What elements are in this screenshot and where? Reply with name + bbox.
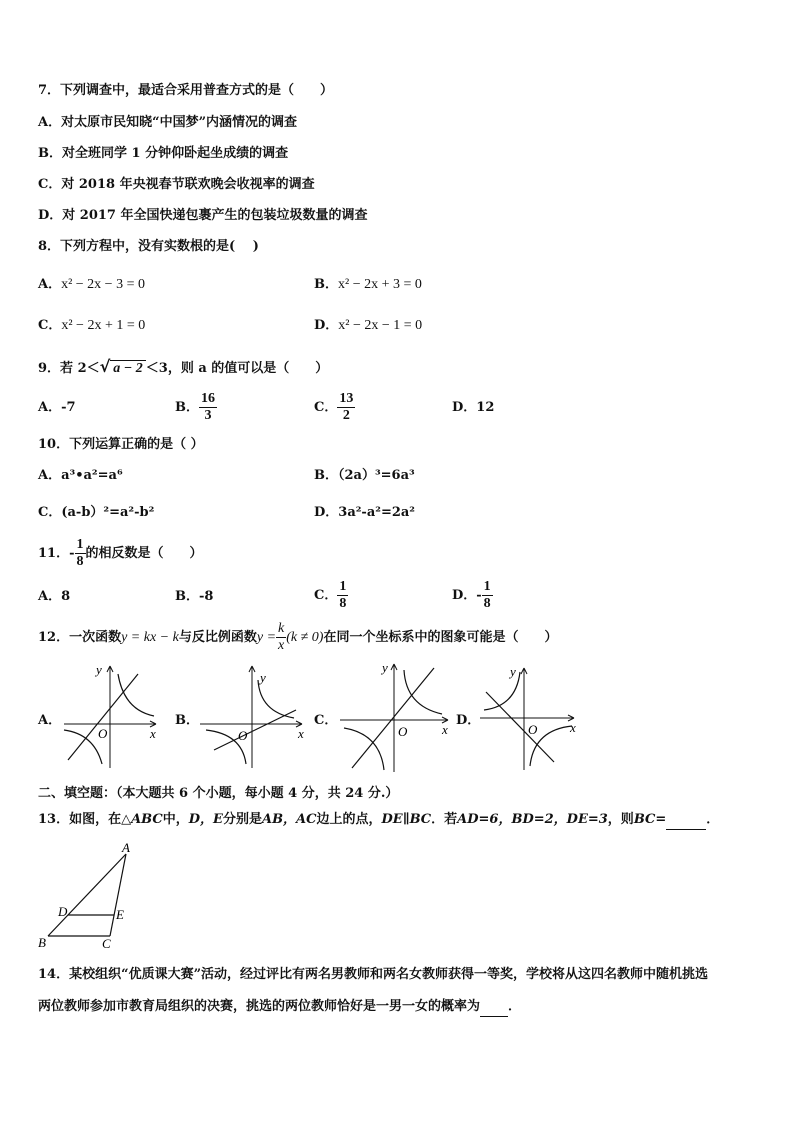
q13-pre: 13．如图，在 xyxy=(38,812,122,827)
q13-mid5: ，则 xyxy=(607,812,634,827)
q12-fraction xyxy=(276,621,286,654)
linear-function-line xyxy=(68,674,138,760)
q8-option-d xyxy=(314,317,422,335)
q13-mid1: 中， xyxy=(162,812,189,827)
q8-a-eq: x² − 2x − 3 = 0 xyxy=(61,277,145,292)
q9-c-numerator: 13 xyxy=(339,391,354,406)
q9-b-label: B． xyxy=(175,400,199,415)
q8-option-a xyxy=(38,276,145,294)
section-heading: 二、填空题：（本大题共 6 个小题，每小题 4 分，共 24 分.） xyxy=(38,786,399,801)
q8-a-label: A． xyxy=(38,277,62,292)
q9-b-denominator: 3 xyxy=(204,408,212,423)
q7-option-d: D．对 2017 年全国快递包裹产生的包装垃圾数量的调查 xyxy=(38,208,368,223)
q14-line1: 14．某校组织“优质课大赛”活动，经过评比有两名男教师和两名女教师获得一等奖，学校将从这四名教师中随机挑选 xyxy=(38,967,709,982)
q12-graph-c xyxy=(336,660,454,774)
q10-option-a: A．a³•a²=a⁶ xyxy=(38,468,123,483)
q12-yeq: y = xyxy=(256,630,277,645)
origin-label: O xyxy=(528,722,538,737)
q11-option-a: A．8 xyxy=(38,589,71,604)
q9-stem xyxy=(38,356,328,380)
q9-stem-post: ＜3，则 a 的值可以是（ ） xyxy=(145,361,329,376)
q9-option-d: D．12 xyxy=(452,400,495,415)
x-axis-label: x xyxy=(298,726,304,741)
q8-b-label: B． xyxy=(314,277,338,292)
q9-option-b xyxy=(175,390,217,426)
q13-triangle: △ABC xyxy=(121,812,163,827)
hyperbola-branch-q3 xyxy=(64,730,102,764)
q11-c-label: C． xyxy=(314,588,338,603)
q9-c-fraction xyxy=(337,391,355,424)
q14-line2 xyxy=(38,998,521,1017)
linear-function-line xyxy=(352,668,434,768)
q11-option-d xyxy=(452,578,493,614)
origin-label: O xyxy=(238,728,248,743)
q11-stem xyxy=(38,536,203,572)
x-axis-label: x xyxy=(570,720,576,735)
q8-d-eq: x² − 2x − 1 = 0 xyxy=(338,318,423,333)
q13-mid4: ．若 xyxy=(431,812,458,827)
q11-d-denominator: 8 xyxy=(483,596,491,611)
q11-c-numerator: 1 xyxy=(339,579,347,594)
x-axis-label: x xyxy=(442,722,448,737)
side-ac xyxy=(110,854,126,936)
vertex-c-label: C xyxy=(102,936,111,950)
q12-option-c-label: C． xyxy=(314,713,338,728)
q13-mid2: 分别是 xyxy=(222,812,262,827)
point-d-label: D xyxy=(58,904,68,919)
q14-answer-blank[interactable] xyxy=(480,998,508,1017)
q8-option-b xyxy=(314,276,422,294)
q13-answer-blank[interactable] xyxy=(666,811,706,830)
q9-b-numerator: 16 xyxy=(201,391,215,406)
q14-end: ． xyxy=(508,999,522,1014)
vertex-a-label: A xyxy=(122,840,130,855)
y-axis-label: y xyxy=(96,662,102,677)
x-axis-label: x xyxy=(150,726,156,741)
q9-option-a: A．-7 xyxy=(38,400,76,415)
q10-option-d: D．3a²-a²=2a² xyxy=(314,505,416,520)
point-e-label: E xyxy=(116,907,124,922)
origin-label: O xyxy=(98,726,108,741)
q13-points-de: D，E xyxy=(188,812,223,827)
q10-stem: 10．下列运算正确的是（ ） xyxy=(38,437,204,452)
q13-mid3: 边上的点， xyxy=(316,812,382,827)
hyperbola-branch-q1 xyxy=(118,674,154,716)
q13-sides: AB，AC xyxy=(261,812,317,827)
q11-option-c xyxy=(314,578,348,614)
q11-fraction xyxy=(75,537,86,570)
q8-b-eq: x² − 2x + 3 = 0 xyxy=(338,277,422,292)
q7-stem: 7．下列调查中，最适合采用普查方式的是（ ） xyxy=(38,83,334,98)
linear-function-line xyxy=(486,692,554,762)
q12-linear: y = kx − k xyxy=(121,630,179,645)
q7-option-b: B．对全班同学 1 分钟仰卧起坐成绩的调查 xyxy=(38,146,289,161)
y-axis-label: y xyxy=(260,670,266,685)
q12-stem xyxy=(38,620,558,656)
q8-c-eq: x² − 2x + 1 = 0 xyxy=(61,318,146,333)
sqrt-sign-icon: √ xyxy=(99,357,111,376)
q11-c-denominator: 8 xyxy=(339,596,347,611)
q7-option-c: C．对 2018 年央视春节联欢晚会收视率的调查 xyxy=(38,177,315,192)
y-axis-label: y xyxy=(382,660,388,675)
q9-c-denominator: 2 xyxy=(342,408,350,423)
q11-prefix: 11．- xyxy=(38,546,75,561)
q13-parallel: DE∥BC xyxy=(381,812,432,827)
q8-stem: 8．下列方程中，没有实数根的是( ) xyxy=(38,239,259,254)
q12-graph-a xyxy=(58,660,166,770)
q12-graph-d xyxy=(476,662,584,774)
q11-d-label: D．- xyxy=(452,588,482,603)
q13-triangle-figure xyxy=(34,838,144,950)
q12-post: 在同一个坐标系中的图象可能是（ ） xyxy=(323,630,558,645)
hyperbola-branch-q1 xyxy=(258,680,294,718)
q9-stem-pre: 9．若 2＜ xyxy=(38,361,100,376)
q13-end: ． xyxy=(706,812,720,827)
vertex-b-label: B xyxy=(38,935,46,950)
q9-b-fraction xyxy=(199,391,217,424)
linear-function-line xyxy=(214,710,296,750)
q7-option-a: A．对太原市民知晓“中国梦”内涵情况的调查 xyxy=(38,115,298,130)
q12-pre: 12．一次函数 xyxy=(38,630,122,645)
q10-option-b: B．（2a）³=6a³ xyxy=(314,468,415,483)
q9-option-c xyxy=(314,390,355,426)
hyperbola-branch-q3 xyxy=(344,728,384,770)
q11-d-numerator: 1 xyxy=(483,579,491,594)
q12-option-d-label: D． xyxy=(456,713,481,728)
q14-line2-text: 两位教师参加市教育局组织的决赛，挑选的两位教师恰好是一男一女的概率为 xyxy=(38,999,481,1014)
q11-stem-post: 的相反数是（ ） xyxy=(85,546,203,561)
q11-d-fraction xyxy=(482,579,493,612)
origin-label: O xyxy=(398,724,408,739)
q11-denominator: 8 xyxy=(76,554,84,569)
side-ab xyxy=(48,854,126,936)
q12-numerator: k xyxy=(278,621,285,636)
q12-cond: (k ≠ 0) xyxy=(286,630,324,645)
q13-stem xyxy=(38,811,719,830)
q13-ask: BC= xyxy=(633,812,667,827)
q9-c-label: C． xyxy=(314,400,338,415)
q8-option-c xyxy=(38,317,145,335)
q11-numerator: 1 xyxy=(76,537,84,552)
q8-d-label: D． xyxy=(314,318,339,333)
q12-option-b-label: B． xyxy=(175,713,199,728)
q8-c-label: C． xyxy=(38,318,62,333)
y-axis-label: y xyxy=(510,664,516,679)
q9-radicand: a − 2 xyxy=(110,360,145,377)
q12-graph-b xyxy=(196,660,308,770)
q11-c-fraction xyxy=(337,579,348,612)
q12-option-a-label: A． xyxy=(38,713,62,728)
q12-mid: 与反比例函数 xyxy=(178,630,257,645)
q11-option-b: B．-8 xyxy=(175,589,214,604)
q10-option-c: C．(a-b）²=a²-b² xyxy=(38,505,155,520)
q13-given: AD=6，BD=2，DE=3 xyxy=(457,812,608,827)
q12-denominator: x xyxy=(278,638,285,653)
hyperbola-branch-q1 xyxy=(404,670,442,714)
